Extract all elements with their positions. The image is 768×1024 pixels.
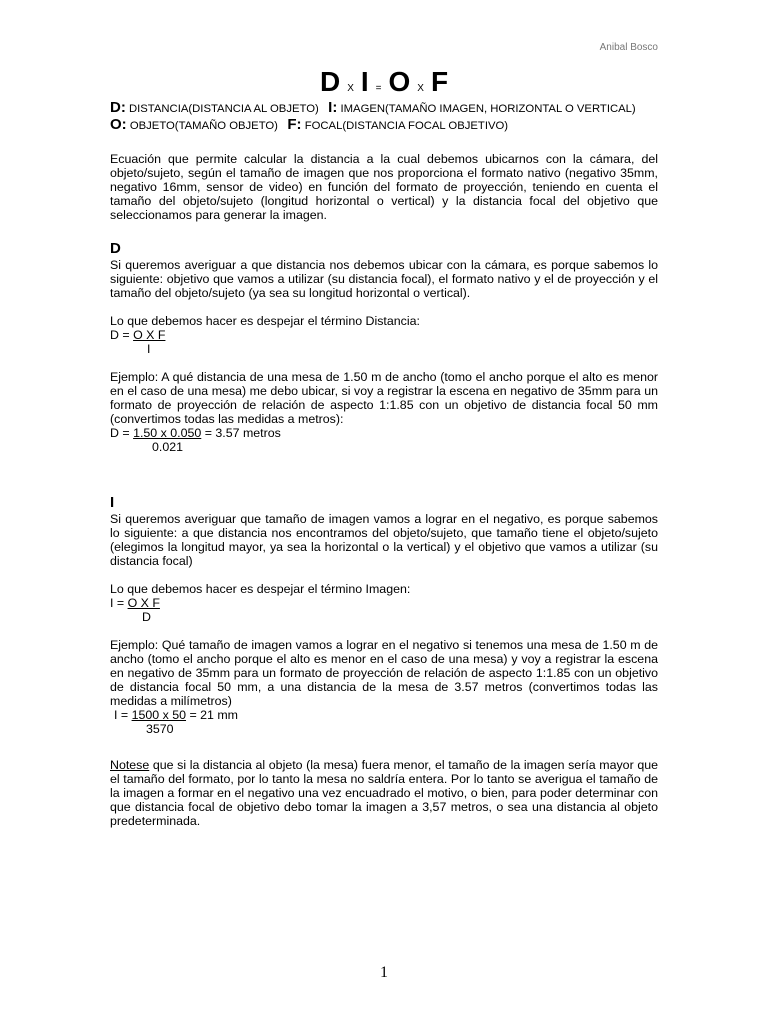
section-i-calculation [110, 708, 658, 736]
definition-line-2 [110, 117, 658, 134]
i-calc-denominator: 3570 [146, 722, 174, 736]
def-o-key: O: [110, 116, 127, 133]
section-i-formula [110, 596, 658, 624]
i-formula-denominator: D [142, 610, 151, 624]
note-paragraph [110, 758, 658, 828]
formula-o: O [388, 66, 411, 97]
def-o-text: OBJETO(TAMAÑO OBJETO) [129, 120, 278, 132]
def-d-key: D: [110, 99, 126, 116]
section-i-example: Ejemplo: Qué tamaño de imagen vamos a lograr en el negativo si tenemos una mesa de 1.50 m de ancho (tomo el ancho porque el alto es menor en el caso de una mesa) y voy a registrar la escena en negativo de 35mm para un formato de proyección de relación de aspecto 1:1.85 con un objetivo de distancia focal 50 mm, a una distancia de la mesa de 3.57 metros (convertimos todas las medidas a milímetros) [110, 638, 658, 708]
d-calc-numerator: 1.50 x 0.050 [133, 426, 202, 440]
i-calc-result: = 21 mm [186, 708, 239, 722]
i-formula-lhs: I = [110, 596, 128, 610]
section-d-text: Si queremos averiguar a que distancia nos debemos ubicar con la cámara, es porque sabemos lo siguiente: objetivo que vamos a utilizar (su distancia focal), el formato nativo y el de proyección y el tamaño del objeto/sujeto (ya sea su longitud horizontal o vertical). [110, 258, 658, 300]
page-number: 1 [380, 964, 388, 981]
section-i-despejar: Lo que debemos hacer es despejar el término Imagen: [110, 582, 411, 596]
document-body [110, 100, 658, 828]
formula-f: F [430, 66, 449, 97]
note-text: que si la distancia al objeto (la mesa) fuera menor, el tamaño de la imagen sería mayor que el tamaño del formato, por lo tanto la mesa no saldría entera. Por lo tanto se averigua el tamaño de la imagen a formar en el negativo una vez encuadrado el motivo, o bien, para poder determinar con que distancia focal de objetivo debo tomar la imagen a 3,57 metros, o sea una distancia al objeto predeterminada. [110, 758, 658, 828]
intro-paragraph: Ecuación que permite calcular la distancia a la cual debemos ubicarnos con la cámara, del objeto/sujeto, según el tamaño de imagen que nos proporciona el formato nativo (negativo 35mm, negativo 16mm, sensor de video) en función del formato de proyección, teniendo en cuenta el tamaño del objeto/sujeto (longitud horizontal o vertical) y la distancia focal del objetivo que seleccionamos para generar la imagen. [110, 152, 658, 222]
formula-equals: = [375, 83, 382, 94]
d-calc-denominator: 0.021 [152, 440, 184, 454]
d-formula-numerator: O X F [133, 328, 166, 342]
formula-times-2: X [417, 83, 424, 94]
section-d-calculation [110, 426, 658, 454]
note-word: Notese [110, 758, 150, 772]
formula-d: D [319, 66, 341, 97]
d-formula-denominator: I [147, 342, 151, 356]
i-calc-numerator: 1500 x 50 [131, 708, 187, 722]
section-d-despejar: Lo que debemos hacer es despejar el término Distancia: [110, 314, 420, 328]
i-formula-numerator: O X F [127, 596, 160, 610]
formula-i: I [360, 66, 369, 97]
i-calc-lhs: I = [114, 708, 132, 722]
def-f-key: F: [287, 116, 302, 133]
d-formula-lhs: D = [110, 328, 134, 342]
section-d-heading: D [110, 240, 121, 257]
def-i-text: IMAGEN(TAMAÑO IMAGEN, HORIZONTAL O VERTICAL) [340, 103, 636, 115]
section-d-formula [110, 328, 658, 356]
def-i-key: I: [328, 99, 338, 116]
author-header: Anibal Bosco [599, 42, 658, 53]
section-i-text: Si queremos averiguar que tamaño de imagen vamos a lograr en el negativo, es porque sabemos lo siguiente: a que distancia nos encontramos del objeto/sujeto, que tamaño tiene el objeto/sujeto (elegimos la longitud mayor, ya sea la horizontal o la vertical) y el objetivo que vamos a utilizar (su distancia focal) [110, 512, 658, 568]
d-calc-lhs: D = [110, 426, 134, 440]
d-calc-result: = 3.57 metros [201, 426, 281, 440]
section-d-example: Ejemplo: A qué distancia de una mesa de 1.50 m de ancho (tomo el ancho porque el alto es menor en el caso de una mesa) me debo ubicar, si voy a registrar la escena en negativo de 35mm para un formato de proyección de relación de aspecto 1:1.85 con un objetivo de distancia focal 50 mm (convertimos todas las medidas a metros): [110, 370, 658, 426]
definition-line-1 [110, 100, 658, 117]
section-i-heading: I [110, 494, 115, 511]
def-d-text: DISTANCIA(DISTANCIA AL OBJETO) [128, 103, 319, 115]
main-formula [0, 66, 768, 98]
formula-times-1: X [347, 83, 354, 94]
def-f-text: FOCAL(DISTANCIA FOCAL OBJETIVO) [304, 120, 509, 132]
